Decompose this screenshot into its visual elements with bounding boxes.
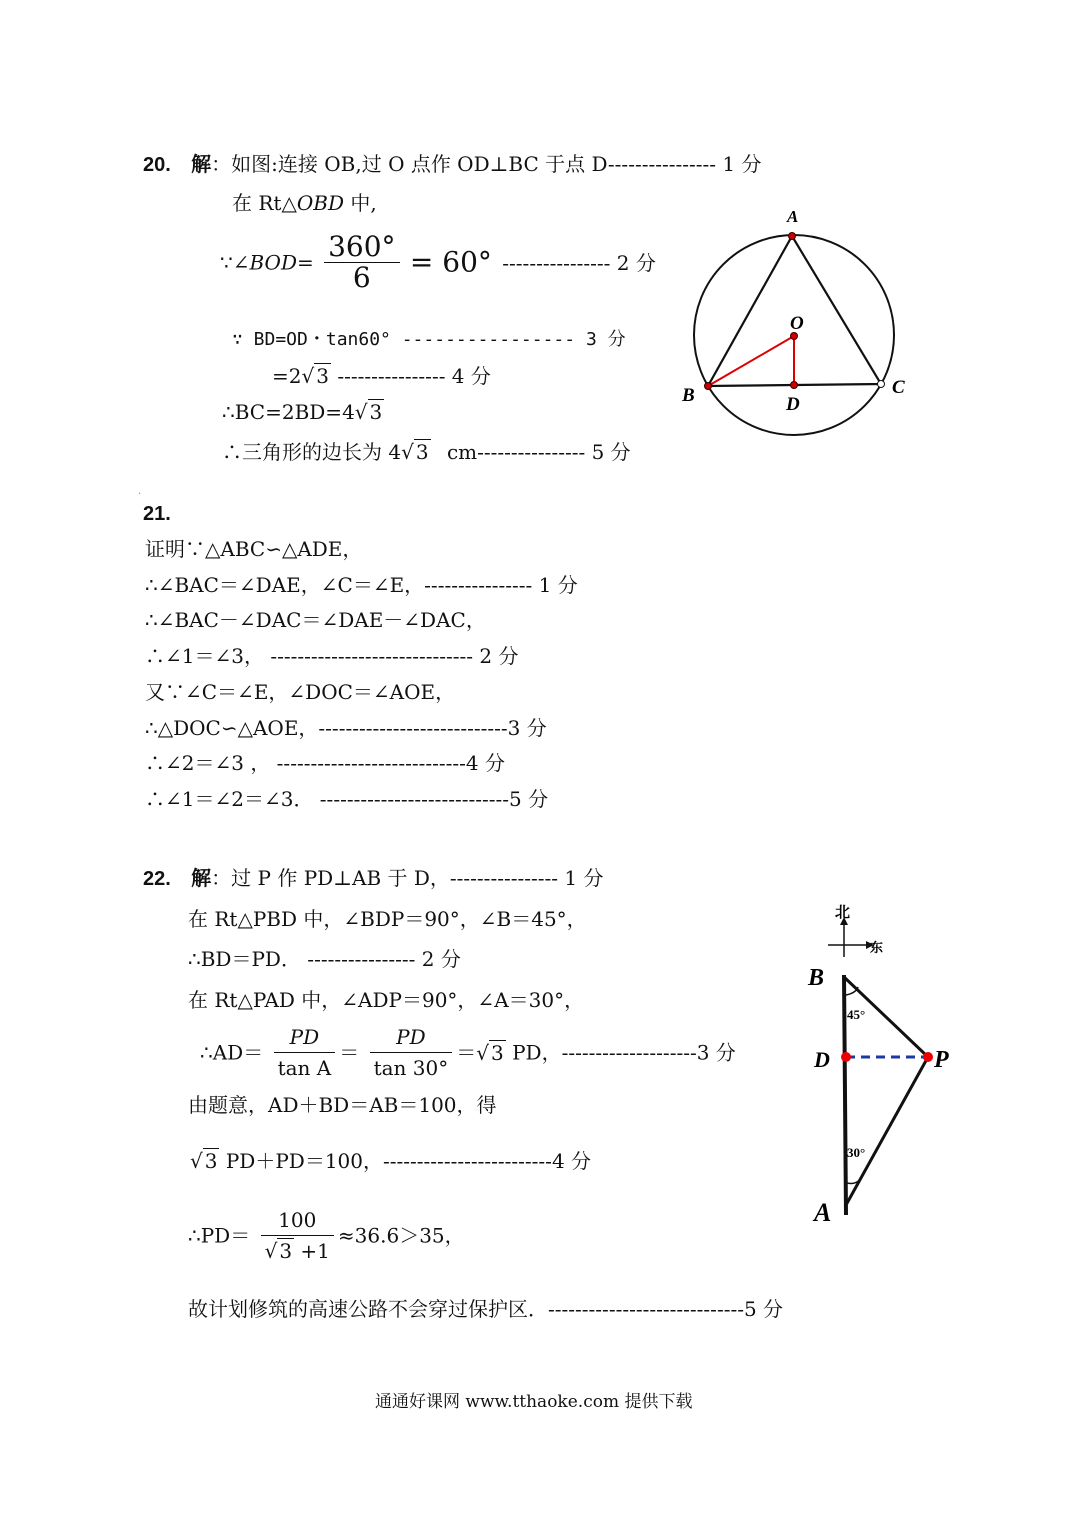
label-north: 北	[835, 905, 851, 921]
q20-l6-sqrt: √ 3	[354, 400, 383, 424]
q20-number: 20.	[143, 154, 171, 176]
q22-l5-post: PD，--------------------3 分	[505, 1040, 736, 1065]
point-d	[791, 382, 798, 389]
footer-text: 通通好课网 www.tthaoke.com 提供下载	[375, 1392, 693, 1412]
q22-frac3	[261, 1205, 334, 1266]
q21-line1: 证明∵△ABC∽△ADE，	[145, 537, 363, 561]
q20-l7-sqrt: √ 3	[401, 440, 429, 464]
q22-line9: 故计划修筑的高速公路不会穿过保护区．-----------------------------5 分	[188, 1297, 784, 1321]
q22-l5-pre: ∴AD＝	[200, 1040, 264, 1065]
label-p: P	[934, 1047, 949, 1073]
q20-line6	[222, 400, 384, 424]
point-p	[923, 1052, 933, 1062]
q20-l2-post: 中,	[343, 191, 377, 215]
q20-l2-it: OBD	[296, 191, 344, 215]
q22-line8	[188, 1205, 465, 1269]
q22-frac2-num: PD	[370, 1022, 453, 1053]
tiny-dot: .	[138, 486, 142, 497]
q22-frac3-rad: 3	[279, 1239, 293, 1263]
q20-l7-post: cm---------------- 5 分	[446, 440, 631, 464]
q20-l7-pre: ∴三角形的边长为 4	[222, 440, 402, 464]
q22-number: 22.	[143, 868, 171, 890]
q22-line3: ∴BD＝PD． ---------------- 2 分	[188, 947, 461, 971]
q20-l5-pre: =2	[272, 364, 302, 388]
point-c	[878, 381, 885, 388]
q22-line2: 在 Rt△PBD 中，∠BDP＝90°，∠B＝45°，	[188, 907, 587, 931]
label-c: C	[892, 377, 905, 398]
q22-l5-sqrt: √ 3	[476, 1040, 504, 1065]
q22-solve: 解	[191, 868, 212, 890]
q22-line5	[200, 1022, 736, 1086]
q20-line5	[272, 364, 491, 388]
q22-line6: 由题意，AD＋BD＝AB＝100，得	[188, 1093, 497, 1117]
q22-l7-sqrt: √ 3	[190, 1149, 218, 1173]
label-a: A	[814, 1198, 832, 1227]
q22-l7-rad: 3	[204, 1149, 218, 1173]
q21-line8: ∴∠1＝∠2＝∠3． ----------------------------5 分	[145, 787, 549, 811]
q22-text1: ：过 P 作 PD⊥AB 于 D，---------------- 1 分	[211, 866, 604, 890]
q20-line7	[222, 440, 631, 464]
q22-frac1-num: PD	[274, 1022, 336, 1053]
q22-frac2	[370, 1022, 453, 1083]
q21-number: 21.	[143, 503, 171, 525]
q20-circle-figure	[670, 200, 920, 450]
label-o: O	[790, 313, 804, 334]
q22-line7	[190, 1149, 591, 1173]
q21-line5: 又∵∠C＝∠E，∠DOC＝∠AOE，	[145, 680, 456, 704]
point-a	[789, 233, 796, 240]
q20-l3-it: BOD	[249, 250, 297, 275]
label-d: D	[786, 394, 800, 415]
q21-line6: ∴△DOC∽△AOE，----------------------------3 分	[145, 716, 547, 740]
q22-frac3-den-post: +1	[294, 1239, 330, 1263]
q20-l6-rad: 3	[369, 400, 383, 424]
point-b	[705, 383, 712, 390]
q22-l8-post: ≈36.6＞35，	[337, 1223, 465, 1248]
q20-l7-rad: 3	[415, 440, 429, 464]
q22-line4: 在 Rt△PAD 中，∠ADP＝90°，∠A＝30°，	[188, 988, 585, 1012]
segment-ap	[846, 1057, 928, 1205]
label-d: D	[814, 1047, 830, 1072]
q21-line4: ∴∠1＝∠3， ------------------------------ 2 分	[145, 644, 519, 668]
q22-frac2-den: tan 30°	[373, 1056, 449, 1080]
q22-l5-rad: 3	[490, 1040, 504, 1065]
q21-line2: ∴∠BAC＝∠DAE，∠C＝∠E，---------------- 1 分	[145, 573, 578, 597]
q22-l7-post: PD＋PD＝100，-------------------------4 分	[219, 1149, 592, 1173]
q22-frac3-num: 100	[261, 1205, 334, 1236]
q22-frac1-den: tan A	[277, 1056, 332, 1080]
q20-l5-score: ---------------- 4 分	[337, 364, 491, 388]
label-a: A	[787, 207, 799, 226]
q20-line1	[143, 152, 761, 177]
q20-l6-pre: ∴BC=2BD=4	[222, 400, 355, 424]
q20-l3-result: = 60°	[409, 245, 492, 279]
q20-text1: ：如图:连接 OB,过 O 点作 OD⊥BC 于点 D---------------- 1 分	[211, 152, 762, 176]
point-d	[841, 1052, 851, 1062]
q22-l5-eq: ＝	[339, 1040, 360, 1065]
q22-frac1	[274, 1022, 336, 1083]
q22-triangle-figure	[800, 895, 975, 1230]
label-30: 30°	[847, 1145, 866, 1160]
label-east: 东	[870, 940, 884, 955]
q22-l5-eq2: ＝	[456, 1040, 477, 1065]
q20-frac-num: 360°	[324, 232, 399, 263]
q20-fraction	[324, 232, 399, 293]
q20-l5-sqrt: √ 3	[301, 364, 329, 388]
label-b: B	[808, 965, 825, 991]
q20-l5-rad: 3	[316, 364, 329, 388]
q20-line2	[232, 191, 377, 215]
segment-ab	[844, 975, 846, 1215]
label-b: B	[682, 385, 695, 406]
q20-l3-score: ---------------- 2 分	[502, 250, 656, 275]
q20-frac-den: 6	[352, 261, 371, 294]
q22-line1	[143, 866, 603, 891]
q20-l3-pre: ∵∠	[220, 250, 250, 275]
q20-line4: ∵ BD=OD・tan60° ---------------- 3 分	[232, 329, 626, 350]
label-45: 45°	[847, 1007, 866, 1022]
q20-l3-eq: =	[296, 250, 314, 275]
q21-line3: ∴∠BAC－∠DAC＝∠DAE－∠DAC，	[145, 608, 486, 632]
q22-l8-pre: ∴PD＝	[188, 1223, 251, 1248]
q22-frac3-den: √ 3 +1	[264, 1239, 330, 1263]
q20-line3	[220, 232, 656, 312]
q20-l2-pre: 在 Rt△	[232, 191, 297, 215]
q20-solve: 解	[191, 154, 212, 176]
q21-line7: ∴∠2＝∠3 ， ----------------------------4 分	[145, 751, 505, 775]
